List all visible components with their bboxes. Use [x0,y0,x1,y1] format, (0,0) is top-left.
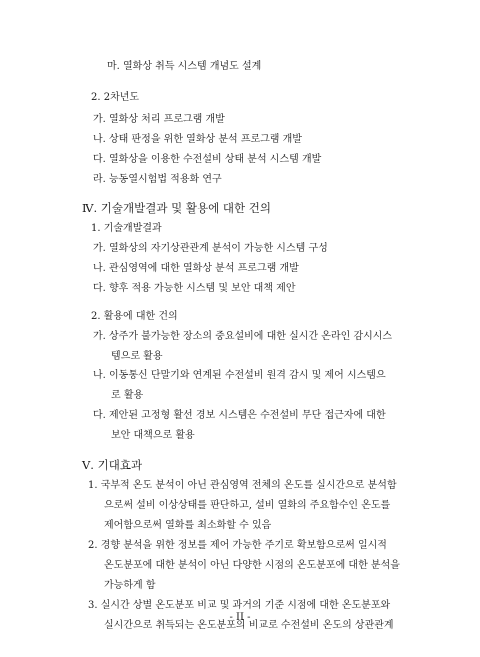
text-line: 2. 활용에 대한 건의 [91,311,178,322]
text-line: 로 활용 [111,390,144,401]
text-line: 나. 상태 판정을 위한 열화상 분석 프로그램 개발 [93,134,302,145]
text-line: 가. 열화상의 자기상관관계 분석이 가능한 시스템 구성 [93,243,328,254]
text-line: 라. 능동열시험법 적용화 연구 [93,174,222,185]
text-line: 2. 2차년도 [91,92,140,103]
text-line: 가능하게 함 [104,580,156,591]
text-line: 가. 상주가 불가능한 장소의 중요설비에 대한 실시간 온라인 감시시스 [93,331,393,342]
text-line: 다. 열화상을 이용한 수전설비 상태 분석 시스템 개발 [93,154,322,165]
text-line: 나. 이동통신 단말기와 연계된 수전설비 원격 감시 및 제어 시스템으 [93,370,386,381]
text-line: 보안 대책으로 활용 [111,430,195,441]
text-line: 온도분포에 대한 분석이 아닌 다양한 시점의 온도분포에 대한 분석을 [104,560,400,571]
text-line: 마. 열화상 취득 시스템 개념도 설계 [107,61,262,72]
text-line: 2. 경향 분석을 위한 정보를 제어 가능한 주기로 확보함으로써 일시적 [88,540,387,551]
text-line: 다. 향후 적용 가능한 시스템 및 보안 대책 제안 [93,283,296,294]
text-line: 3. 실시간 상별 온도분포 비교 및 과거의 기준 시점에 대한 온도분포와 [88,600,391,611]
text-line: 1. 기술개발결과 [91,223,162,234]
text-line: 1. 국부적 온도 분석이 아닌 관심영역 전체의 온도를 실시간으로 분석함 [88,480,397,491]
page-number: - II - [229,612,251,623]
text-line: Ⅴ. 기대효과 [82,458,143,472]
text-line: 실시간으로 취득되는 온도분포의 비교로 수전설비 온도의 상관관계 [104,620,394,631]
text-line: 나. 관심영역에 대한 열화상 분석 프로그램 개발 [93,263,299,274]
text-line: 템으로 활용 [111,351,163,362]
text-line: Ⅳ. 기술개발결과 및 활용에 대한 건의 [82,201,271,215]
text-line: 으로써 설비 이상상태를 판단하고, 설비 열화의 주요함수인 온도를 [104,500,391,511]
text-line: 제어함으로써 열화를 최소화할 수 있음 [104,520,272,531]
text-line: 가. 열화상 처리 프로그램 개발 [93,114,225,125]
text-line: 다. 제안된 고정형 활선 경보 시스템은 수전설비 무단 접근자에 대한 [93,410,386,421]
